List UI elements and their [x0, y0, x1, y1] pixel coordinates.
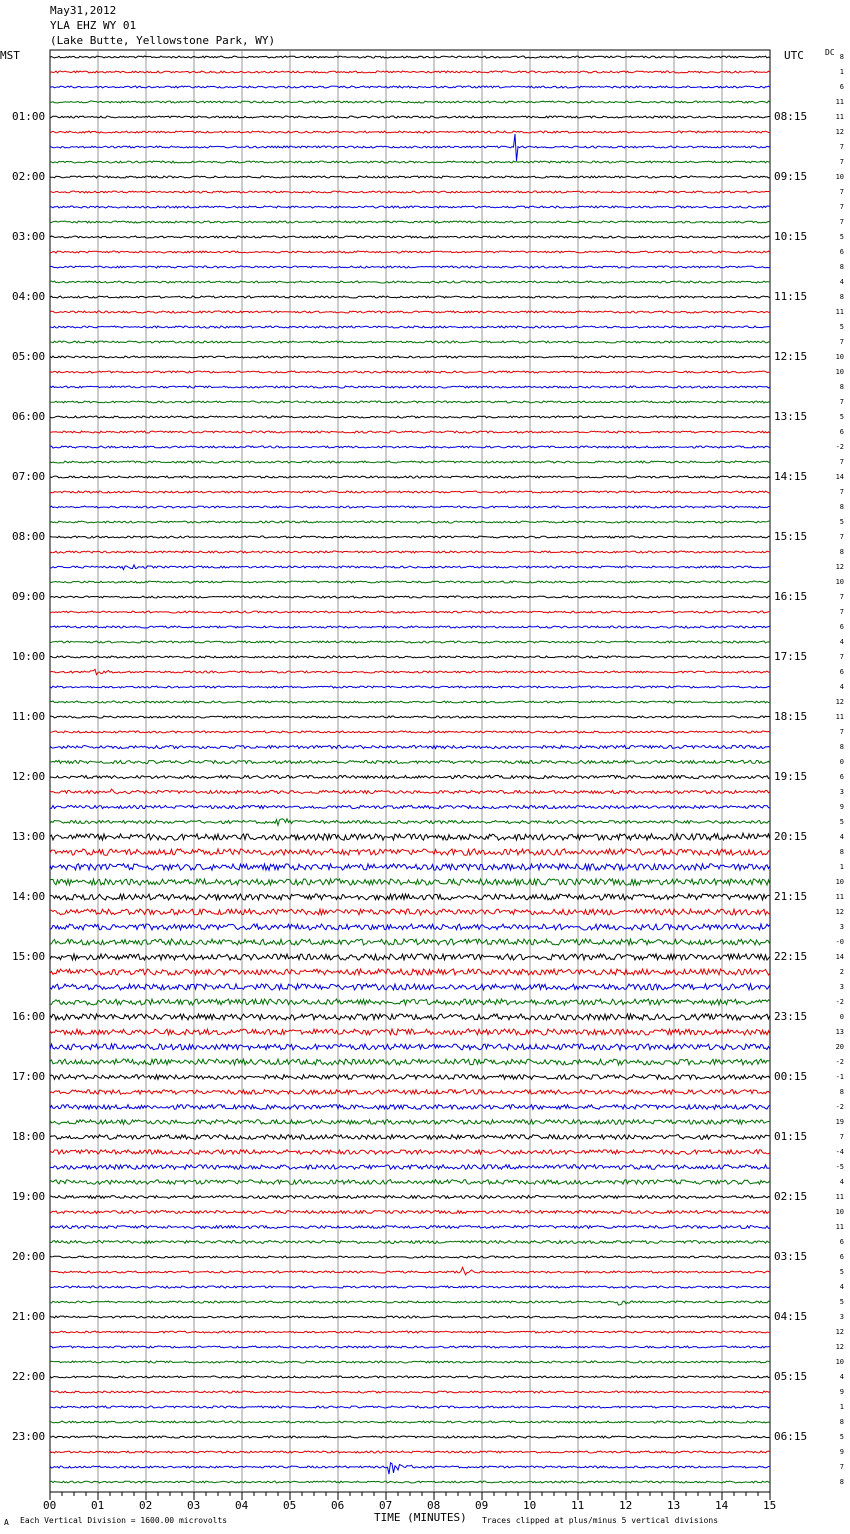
trace-line	[50, 491, 770, 493]
trace-line	[50, 1196, 770, 1199]
left-time-label: 22:00	[12, 1370, 46, 1383]
dc-value: 8	[839, 263, 844, 271]
dc-value: 7	[839, 398, 844, 406]
trace-line	[50, 611, 770, 613]
dc-value: 3	[839, 1313, 844, 1321]
dc-value: 6	[839, 1253, 844, 1261]
dc-value: 11	[835, 713, 844, 721]
right-time-label: 04:15	[774, 1310, 808, 1323]
dc-value: 7	[839, 218, 844, 226]
dc-value: 5	[839, 233, 844, 241]
trace-line	[50, 1361, 770, 1363]
dc-value: 6	[839, 248, 844, 256]
dc-value: 4	[839, 683, 844, 691]
trace-line	[50, 731, 770, 733]
dc-value: 8	[839, 548, 844, 556]
trace-line	[50, 236, 770, 238]
dc-value: 4	[839, 1178, 844, 1186]
dc-value: 5	[839, 1433, 844, 1441]
dc-value: 1	[839, 1403, 844, 1411]
trace-line	[50, 716, 770, 718]
dc-value: 11	[835, 893, 844, 901]
left-time-label: 14:00	[12, 890, 46, 903]
left-time-label: 18:00	[12, 1130, 46, 1143]
dc-value: 6	[839, 1238, 844, 1246]
dc-value: 8	[839, 53, 844, 61]
trace-line	[50, 565, 770, 570]
dc-value: -1	[835, 1073, 844, 1081]
dc-value: 11	[835, 1223, 844, 1231]
trace-line	[50, 939, 770, 945]
dc-value: 7	[839, 143, 844, 151]
dc-value: 7	[839, 608, 844, 616]
dc-value: 5	[839, 1298, 844, 1306]
x-tick-label: 07	[379, 1499, 393, 1512]
trace-line	[50, 461, 770, 463]
dc-value: 7	[839, 203, 844, 211]
trace-line	[50, 924, 770, 930]
dc-value: 4	[839, 833, 844, 841]
trace-line	[50, 1075, 770, 1080]
right-timezone-label: UTC	[784, 49, 804, 62]
trace-line	[50, 833, 770, 840]
trace-line	[50, 656, 770, 658]
right-time-label: 00:15	[774, 1070, 808, 1083]
trace-line	[50, 1014, 770, 1020]
left-time-label: 10:00	[12, 650, 46, 663]
dc-value: 10	[835, 578, 844, 586]
dc-value: 14	[835, 953, 844, 961]
right-time-label: 02:15	[774, 1190, 808, 1203]
dc-value: 10	[835, 368, 844, 376]
dc-value: 7	[839, 728, 844, 736]
left-time-label: 09:00	[12, 590, 46, 603]
dc-value: 7	[839, 1133, 844, 1141]
x-tick-label: 14	[715, 1499, 729, 1512]
dc-value: 5	[839, 323, 844, 331]
dc-value: -5	[835, 1163, 844, 1171]
left-time-label: 07:00	[12, 470, 46, 483]
trace-line	[50, 371, 770, 373]
x-tick-label: 12	[619, 1499, 633, 1512]
x-tick-label: 08	[427, 1499, 441, 1512]
trace-line	[50, 1376, 770, 1378]
dc-value: 7	[839, 533, 844, 541]
dc-value: 7	[839, 188, 844, 196]
trace-line	[50, 176, 770, 178]
dc-value: 5	[839, 518, 844, 526]
left-time-label: 16:00	[12, 1010, 46, 1023]
trace-line	[50, 686, 770, 688]
left-time-label: 08:00	[12, 530, 46, 543]
dc-value: 6	[839, 83, 844, 91]
right-time-label: 03:15	[774, 1250, 808, 1263]
dc-value: 5	[839, 818, 844, 826]
left-time-label: 20:00	[12, 1250, 46, 1263]
trace-line	[50, 789, 770, 794]
right-time-label: 05:15	[774, 1370, 808, 1383]
trace-line	[50, 71, 770, 73]
trace-line	[50, 1481, 770, 1483]
right-time-label: 10:15	[774, 230, 808, 243]
dc-value: 10	[835, 353, 844, 361]
trace-line	[50, 341, 770, 343]
left-time-label: 03:00	[12, 230, 46, 243]
x-tick-label: 15	[763, 1499, 777, 1512]
left-timezone-label: MST	[0, 49, 20, 62]
left-time-label: 12:00	[12, 770, 46, 783]
right-time-label: 19:15	[774, 770, 808, 783]
trace-line	[50, 1241, 770, 1244]
trace-line	[50, 326, 770, 328]
footer-clip-note: Traces clipped at plus/minus 5 vertical divisions	[482, 1516, 719, 1525]
x-tick-label: 13	[667, 1499, 681, 1512]
left-time-label: 13:00	[12, 830, 46, 843]
trace-line	[50, 521, 770, 523]
dc-value: 12	[835, 1328, 844, 1336]
dc-value: 11	[835, 113, 844, 121]
trace-line	[50, 191, 770, 193]
dc-value: 2	[839, 968, 844, 976]
dc-value: 8	[839, 293, 844, 301]
dc-value: -2	[835, 443, 844, 451]
trace-line	[50, 745, 770, 748]
trace-line	[50, 401, 770, 403]
trace-line	[50, 775, 770, 778]
dc-value: 0	[839, 758, 844, 766]
dc-value: 11	[835, 308, 844, 316]
trace-line	[50, 1044, 770, 1050]
trace-line	[50, 954, 770, 960]
dc-value: 6	[839, 623, 844, 631]
right-time-label: 23:15	[774, 1010, 808, 1023]
trace-line	[50, 1256, 770, 1258]
trace-line	[50, 819, 770, 826]
dc-value: 4	[839, 638, 844, 646]
dc-value: 8	[839, 848, 844, 856]
right-time-label: 18:15	[774, 710, 808, 723]
dc-value: 4	[839, 1373, 844, 1381]
trace-line	[50, 1391, 770, 1393]
dc-value: 3	[839, 983, 844, 991]
trace-line	[50, 101, 770, 103]
x-tick-label: 02	[139, 1499, 153, 1512]
trace-line	[50, 296, 770, 298]
trace-line	[50, 1331, 770, 1333]
trace-line	[50, 131, 770, 133]
right-time-label: 20:15	[774, 830, 808, 843]
dc-value: 10	[835, 173, 844, 181]
right-time-label: 15:15	[774, 530, 808, 543]
trace-line	[50, 1105, 770, 1110]
dc-value: 13	[835, 1028, 844, 1036]
dc-value: 12	[835, 698, 844, 706]
x-axis-label: TIME (MINUTES)	[374, 1511, 467, 1524]
trace-line	[50, 206, 770, 208]
dc-value: 6	[839, 428, 844, 436]
trace-line	[50, 1180, 770, 1185]
trace-line	[50, 356, 770, 358]
trace-line	[50, 1120, 770, 1125]
station-title: YLA EHZ WY 01	[50, 19, 137, 32]
trace-line	[50, 86, 770, 88]
trace-line	[50, 669, 770, 674]
dc-value: 4	[839, 278, 844, 286]
trace-line	[50, 551, 770, 553]
dc-value: 0	[839, 1013, 844, 1021]
dc-value: 7	[839, 488, 844, 496]
right-time-label: 17:15	[774, 650, 808, 663]
dc-value: 7	[839, 593, 844, 601]
x-tick-label: 01	[91, 1499, 105, 1512]
left-time-label: 11:00	[12, 710, 46, 723]
left-time-label: 04:00	[12, 290, 46, 303]
right-time-label: 21:15	[774, 890, 808, 903]
trace-line	[50, 760, 770, 763]
trace-line	[50, 1135, 770, 1140]
trace-line	[50, 116, 770, 118]
trace-line	[50, 476, 770, 478]
trace-line	[50, 266, 770, 268]
trace-line	[50, 446, 770, 448]
dc-value: -4	[835, 1148, 844, 1156]
trace-line	[50, 864, 770, 870]
dc-value: 10	[835, 1358, 844, 1366]
dc-value: 5	[839, 1268, 844, 1276]
dc-value: 11	[835, 1193, 844, 1201]
dc-value: 8	[839, 1478, 844, 1486]
trace-line	[50, 805, 770, 808]
dc-value: 10	[835, 1208, 844, 1216]
footer-mark: A	[4, 1518, 9, 1527]
right-time-label: 08:15	[774, 110, 808, 123]
trace-line	[50, 1059, 770, 1065]
right-time-label: 12:15	[774, 350, 808, 363]
trace-line	[50, 894, 770, 900]
trace-line	[50, 1436, 770, 1438]
trace-line	[50, 161, 770, 163]
dc-value: 7	[839, 158, 844, 166]
trace-line	[50, 221, 770, 223]
trace-line	[50, 701, 770, 703]
trace-line	[50, 134, 770, 161]
trace-line	[50, 1211, 770, 1214]
right-time-label: 22:15	[774, 950, 808, 963]
left-time-label: 17:00	[12, 1070, 46, 1083]
trace-line	[50, 431, 770, 433]
trace-line	[50, 626, 770, 628]
dc-value: 3	[839, 788, 844, 796]
dc-value: 5	[839, 413, 844, 421]
left-time-label: 23:00	[12, 1430, 46, 1443]
trace-line	[50, 879, 770, 885]
x-tick-label: 00	[43, 1499, 57, 1512]
trace-line	[50, 1421, 770, 1423]
dc-value: 20	[835, 1043, 844, 1051]
right-time-label: 01:15	[774, 1130, 808, 1143]
trace-line	[50, 1226, 770, 1229]
dc-value: 19	[835, 1118, 844, 1126]
trace-line	[50, 1301, 770, 1305]
trace-line	[50, 909, 770, 915]
dc-value: 9	[839, 1448, 844, 1456]
right-time-label: 11:15	[774, 290, 808, 303]
x-tick-label: 05	[283, 1499, 297, 1512]
dc-value: 14	[835, 473, 844, 481]
dc-value: 1	[839, 863, 844, 871]
left-time-label: 21:00	[12, 1310, 46, 1323]
dc-value: -0	[835, 938, 844, 946]
dc-value: -2	[835, 1103, 844, 1111]
trace-line	[50, 641, 770, 643]
dc-value: 8	[839, 1088, 844, 1096]
dc-value: 12	[835, 128, 844, 136]
x-tick-label: 09	[475, 1499, 489, 1512]
right-time-label: 16:15	[774, 590, 808, 603]
x-tick-label: 10	[523, 1499, 537, 1512]
x-tick-label: 03	[187, 1499, 201, 1512]
trace-line	[50, 984, 770, 990]
right-time-label: 13:15	[774, 410, 808, 423]
trace-line	[50, 56, 770, 58]
dc-value: 9	[839, 1388, 844, 1396]
dc-value: 8	[839, 503, 844, 511]
dc-value: 9	[839, 803, 844, 811]
left-time-label: 01:00	[12, 110, 46, 123]
trace-line	[50, 1463, 770, 1474]
trace-line	[50, 1406, 770, 1408]
location-title: (Lake Butte, Yellowstone Park, WY)	[50, 34, 276, 47]
right-time-label: 14:15	[774, 470, 808, 483]
trace-line	[50, 281, 770, 283]
dc-value: 3	[839, 923, 844, 931]
dc-value: -2	[835, 998, 844, 1006]
trace-line	[50, 1165, 770, 1170]
dc-value: 12	[835, 563, 844, 571]
trace-line	[50, 1029, 770, 1035]
dc-value: 10	[835, 878, 844, 886]
trace-line	[50, 1286, 770, 1288]
dc-value: 7	[839, 458, 844, 466]
trace-line	[50, 1316, 770, 1318]
left-time-label: 19:00	[12, 1190, 46, 1203]
dc-value: 8	[839, 1418, 844, 1426]
dc-value: -2	[835, 1058, 844, 1066]
trace-line	[50, 1150, 770, 1155]
x-tick-label: 04	[235, 1499, 249, 1512]
trace-line	[50, 969, 770, 975]
dc-value: 7	[839, 338, 844, 346]
trace-line	[50, 849, 770, 855]
trace-line	[50, 311, 770, 313]
dc-value: 12	[835, 1343, 844, 1351]
left-time-label: 06:00	[12, 410, 46, 423]
trace-line	[50, 1090, 770, 1095]
trace-line	[50, 1346, 770, 1348]
left-time-label: 02:00	[12, 170, 46, 183]
x-tick-label: 06	[331, 1499, 345, 1512]
right-time-label: 06:15	[774, 1430, 808, 1443]
trace-line	[50, 1267, 770, 1275]
dc-value: 4	[839, 1283, 844, 1291]
dc-value: 8	[839, 743, 844, 751]
left-time-label: 15:00	[12, 950, 46, 963]
dc-value: 1	[839, 68, 844, 76]
x-tick-label: 11	[571, 1499, 585, 1512]
trace-line	[50, 999, 770, 1005]
trace-line	[50, 386, 770, 388]
trace-line	[50, 596, 770, 598]
dc-value: 7	[839, 1463, 844, 1471]
dc-value: 7	[839, 653, 844, 661]
dc-value: 6	[839, 668, 844, 676]
dc-value: 8	[839, 383, 844, 391]
trace-line	[50, 581, 770, 583]
trace-line	[50, 251, 770, 253]
date-title: May31,2012	[50, 4, 117, 17]
right-time-label: 09:15	[774, 170, 808, 183]
trace-line	[50, 1451, 770, 1453]
dc-value: 6	[839, 773, 844, 781]
left-time-label: 05:00	[12, 350, 46, 363]
trace-line	[50, 536, 770, 538]
dc-value: 12	[835, 908, 844, 916]
footer-scale-note: Each Vertical Division = 1600.00 microvolts	[20, 1516, 228, 1525]
dc-header: DC	[825, 48, 835, 57]
dc-value: 11	[835, 98, 844, 106]
trace-line	[50, 506, 770, 508]
trace-line	[50, 416, 770, 418]
